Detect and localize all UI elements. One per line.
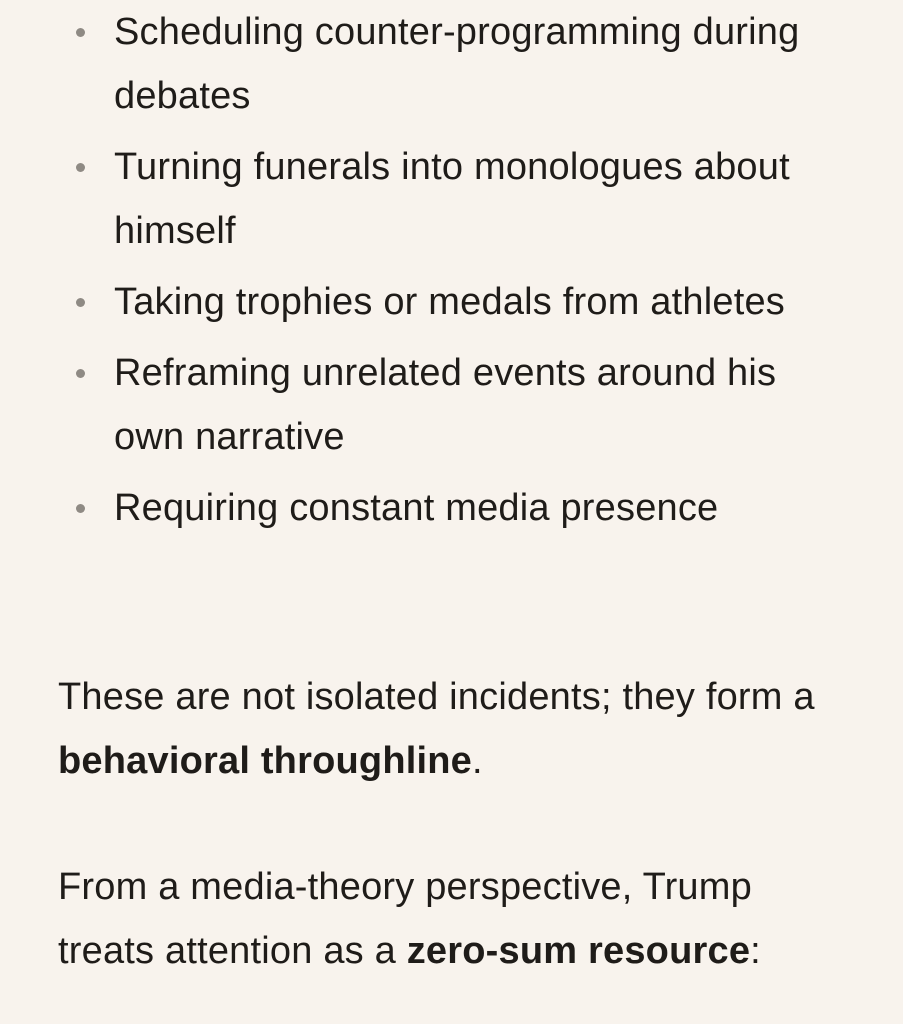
paragraph-punctuation: .	[472, 740, 483, 782]
paragraph-punctuation: :	[750, 930, 761, 972]
bullet-dot-icon	[76, 163, 85, 172]
bullet-item	[76, 476, 836, 540]
bullet-item	[76, 341, 836, 469]
bullet-dot-icon	[76, 369, 85, 378]
bullet-text: Taking trophies or medals from athletes	[114, 281, 786, 323]
bullet-dot-icon	[76, 298, 85, 307]
bullet-dot-icon	[76, 504, 85, 513]
bullet-dot-icon	[76, 28, 85, 37]
bullet-text: Requiring constant media presence	[114, 487, 719, 529]
bold-phrase: behavioral throughline	[58, 740, 472, 782]
bullet-text: Turning funerals into monologues about himself	[114, 146, 790, 252]
bullet-item	[76, 0, 836, 128]
media-theory-paragraph	[58, 855, 848, 983]
paragraph-text: These are not isolated incidents; they form a	[58, 676, 815, 718]
throughline-paragraph	[58, 665, 848, 793]
bold-phrase: zero-sum resource	[406, 930, 751, 972]
paragraph-text: From a media-theory perspective, Trump treats attention as a	[58, 866, 752, 972]
bullet-text: Scheduling counter-programming during debates	[114, 11, 800, 117]
bullet-list	[76, 0, 836, 540]
bullet-item	[76, 270, 836, 334]
bullet-item	[76, 135, 836, 263]
bullet-text: Reframing unrelated events around his own narrative	[114, 352, 777, 458]
